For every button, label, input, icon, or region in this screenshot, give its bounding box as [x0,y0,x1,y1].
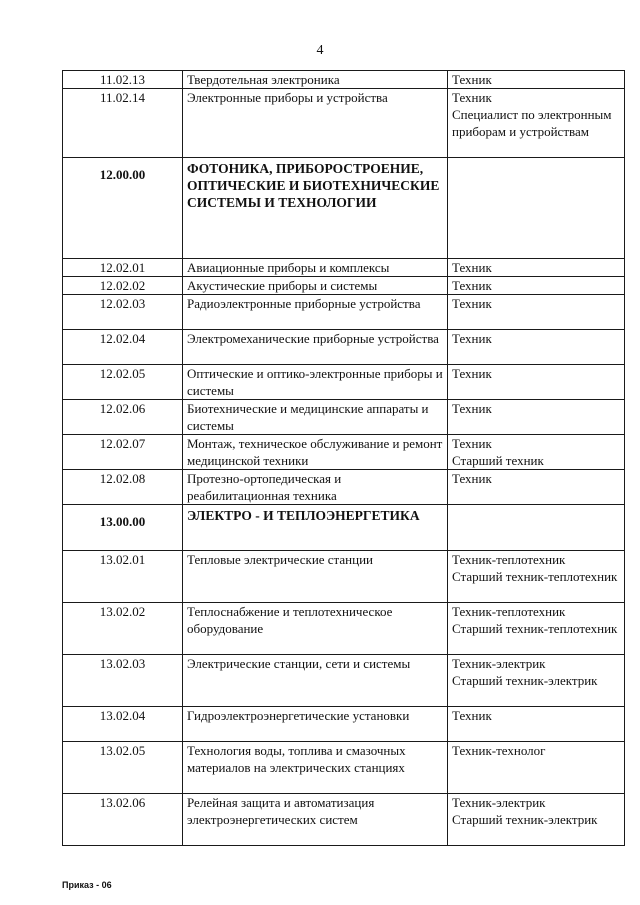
qualification-cell [448,295,625,330]
qualification-cell [448,505,625,551]
name-cell: ФОТОНИКА, ПРИБОРОСТРОЕНИЕ, ОПТИЧЕСКИЕ И БИОТЕХНИЧЕСКИЕ СИСТЕМЫ И ТЕХНОЛОГИИ [183,158,448,259]
name-cell: ЭЛЕКТРО - И ТЕПЛОЭНЕРГЕТИКА [183,505,448,551]
group-row [63,505,625,551]
footer-label: Приказ - 06 [62,880,112,890]
table-row [63,295,625,330]
qualification-cell [448,158,625,259]
qualification-cell [448,742,625,794]
table-row [63,551,625,603]
qualification: Техник [452,331,492,346]
qualification: Техник [452,436,492,451]
qualification: Старший техник [452,453,544,468]
group-row [63,158,625,259]
name-cell: Биотехнические и медицинские аппараты и системы [183,400,448,435]
qualification-cell [448,330,625,365]
qualification-cell [448,435,625,470]
code-cell: 13.02.01 [63,551,183,603]
name-cell: Авиационные приборы и комплексы [183,259,448,277]
name-cell: Теплоснабжение и теплотехническое оборудование [183,603,448,655]
qualification-cell [448,470,625,505]
table-row [63,794,625,846]
qualification: Техник-теплотехник [452,604,566,619]
table-row [63,742,625,794]
qualification-cell [448,259,625,277]
table-row [63,89,625,158]
qualification-cell [448,365,625,400]
qualification-cell [448,794,625,846]
qualification: Техник [452,401,492,416]
qualification: Техник-электрик [452,795,546,810]
qualification: Техник-технолог [452,743,546,758]
name-cell: Тепловые электрические станции [183,551,448,603]
code-cell: 12.02.04 [63,330,183,365]
table-row [63,277,625,295]
name-cell: Акустические приборы и системы [183,277,448,295]
table-row [63,435,625,470]
qualification-cell [448,655,625,707]
qualification: Старший техник-электрик [452,673,598,688]
name-cell: Технология воды, топлива и смазочных материалов на электрических станциях [183,742,448,794]
name-cell: Монтаж, техническое обслуживание и ремонт медицинской техники [183,435,448,470]
name-cell: Электрические станции, сети и системы [183,655,448,707]
qualification-cell [448,551,625,603]
qualification: Старший техник-теплотехник [452,569,618,584]
qualification-cell [448,71,625,89]
table-row [63,259,625,277]
name-cell: Электромеханические приборные устройства [183,330,448,365]
qualification: Техник-теплотехник [452,552,566,567]
qualification-cell [448,89,625,158]
table-row [63,603,625,655]
qualification: Техник [452,296,492,311]
qualification: Техник [452,90,492,105]
code-cell: 12.02.07 [63,435,183,470]
code-cell: 13.02.04 [63,707,183,742]
table-row [63,655,625,707]
name-cell: Электронные приборы и устройства [183,89,448,158]
table-row [63,330,625,365]
qualification: Техник [452,278,492,293]
code-cell: 12.02.02 [63,277,183,295]
name-cell: Гидроэлектроэнергетические установки [183,707,448,742]
name-cell: Твердотельная электроника [183,71,448,89]
code-cell: 13.02.03 [63,655,183,707]
name-cell: Оптические и оптико-электронные приборы и системы [183,365,448,400]
qualification: Специалист по электронным приборам и устройствам [452,107,612,139]
code-cell: 12.02.01 [63,259,183,277]
code-cell: 13.02.02 [63,603,183,655]
code-cell: 13.02.05 [63,742,183,794]
table-row [63,71,625,89]
qualification: Техник-электрик [452,656,546,671]
code-cell: 11.02.14 [63,89,183,158]
qualification: Техник [452,708,492,723]
table-row [63,470,625,505]
qualification-cell [448,707,625,742]
table-row [63,707,625,742]
code-cell: 12.02.06 [63,400,183,435]
table-body [63,71,625,846]
code-cell: 13.00.00 [63,505,183,551]
code-cell: 12.02.08 [63,470,183,505]
specialties-table [62,70,625,846]
table-row [63,400,625,435]
code-cell: 12.00.00 [63,158,183,259]
page-number: 4 [316,43,324,58]
table-row [63,365,625,400]
qualification-cell [448,400,625,435]
qualification: Старший техник-теплотехник [452,621,618,636]
qualification: Техник [452,366,492,381]
qualification: Техник [452,72,492,87]
name-cell: Релейная защита и автоматизация электроэнергетических систем [183,794,448,846]
code-cell: 13.02.06 [63,794,183,846]
name-cell: Радиоэлектронные приборные устройства [183,295,448,330]
code-cell: 12.02.03 [63,295,183,330]
qualification-cell [448,277,625,295]
name-cell: Протезно-ортопедическая и реабилитационная техника [183,470,448,505]
qualification-cell [448,603,625,655]
qualification: Техник [452,471,492,486]
qualification: Старший техник-электрик [452,812,598,827]
code-cell: 12.02.05 [63,365,183,400]
code-cell: 11.02.13 [63,71,183,89]
qualification: Техник [452,260,492,275]
